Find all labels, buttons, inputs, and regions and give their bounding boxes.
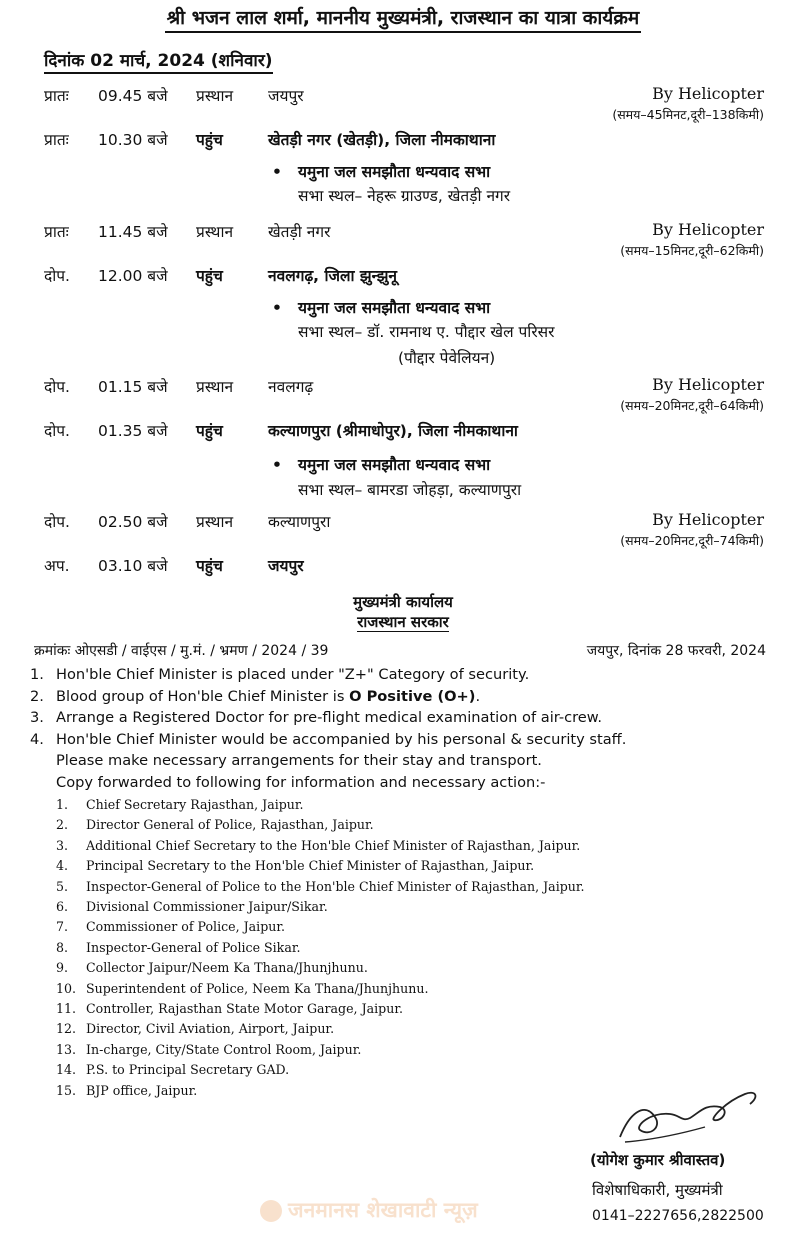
copy-item	[56, 856, 585, 876]
copy-number: 6.	[56, 899, 69, 915]
place: नवलगढ़	[268, 378, 314, 396]
note-text: Hon'ble Chief Minister is placed under "Z+" Category of security.	[56, 666, 530, 683]
copy-text: Director General of Police, Rajasthan, Jaipur.	[86, 817, 374, 833]
note-text	[56, 686, 480, 708]
note-number: 1.	[30, 666, 44, 683]
copy-number: 2.	[56, 817, 69, 833]
signatory-name: (योगेश कुमार श्रीवास्तव)	[590, 1151, 726, 1169]
venue: सभा स्थल– बामरडा जोहड़ा, कल्याणपुरा	[298, 481, 522, 499]
copy-number: 9.	[56, 960, 69, 976]
time: 02.50 बजे	[98, 513, 168, 531]
time: 11.45 बजे	[98, 223, 168, 241]
travel-meta: (समय–20मिनट,दूरी–64किमी)	[620, 398, 764, 413]
copy-item	[56, 795, 585, 815]
office-govt	[0, 612, 806, 632]
copy-item	[56, 1081, 585, 1101]
travel-meta: (समय–15मिनट,दूरी–62किमी)	[620, 243, 764, 258]
reference-date: जयपुर, दिनांक 28 फरवरी, 2024	[586, 643, 766, 659]
period: अप.	[44, 557, 70, 575]
action: प्रस्थान	[196, 87, 234, 105]
copy-number: 13.	[56, 1041, 77, 1057]
office-name: मुख्यमंत्री कार्यालय	[353, 593, 453, 611]
place: कल्याणपुरा	[268, 513, 331, 531]
itinerary-row	[0, 84, 806, 108]
bullet-icon: •	[272, 163, 282, 181]
copy-number: 12.	[56, 1021, 77, 1037]
copy-item	[56, 815, 585, 835]
watermark-logo-icon	[260, 1200, 282, 1222]
copy-text: BJP office, Jaipur.	[86, 1082, 198, 1098]
copy-item	[56, 938, 585, 958]
office-govt-text: राजस्थान सरकार	[357, 613, 449, 631]
venue: सभा स्थल– डॉ. रामनाथ ए. पौद्दार खेल परिसर	[298, 323, 555, 341]
note-item	[30, 686, 790, 708]
place: खेतड़ी नगर	[268, 223, 331, 241]
event-title: यमुना जल समझौता धन्यवाद सभा	[298, 299, 491, 317]
copy-text: P.S. to Principal Secretary GAD.	[86, 1062, 290, 1078]
event-title: यमुना जल समझौता धन्यवाद सभा	[298, 456, 491, 474]
period: दोप.	[44, 422, 70, 440]
event-line	[272, 160, 490, 182]
copy-item	[56, 958, 585, 978]
travel-meta: (समय–45मिनट,दूरी–138किमी)	[612, 107, 764, 122]
time: 01.15 बजे	[98, 378, 168, 396]
copy-number: 3.	[56, 837, 69, 853]
action: प्रस्थान	[196, 513, 234, 531]
copy-number: 1.	[56, 797, 69, 812]
travel-mode: By Helicopter	[652, 375, 764, 394]
copy-text: Controller, Rajasthan State Motor Garage, Jaipur.	[86, 1001, 403, 1017]
action: प्रस्थान	[196, 223, 234, 241]
period: दोप.	[44, 267, 70, 285]
note-text: Arrange a Registered Doctor for pre-flight medical examination of air-crew.	[56, 709, 603, 726]
itinerary-row	[0, 554, 806, 578]
place: जयपुर	[268, 87, 304, 105]
blood-group: O Positive (O+)	[349, 687, 476, 705]
travel-meta: (समय–20मिनट,दूरी–74किमी)	[620, 533, 764, 548]
action: पहुंच	[196, 422, 223, 440]
copy-number: 11.	[56, 1001, 77, 1017]
action: पहुंच	[196, 267, 223, 285]
copy-text: Inspector-General of Police Sikar.	[86, 939, 301, 955]
period: दोप.	[44, 378, 70, 396]
copy-text: Collector Jaipur/Neem Ka Thana/Jhunjhunu.	[86, 960, 368, 976]
copy-number: 14.	[56, 1062, 77, 1078]
copy-text: Divisional Commissioner Jaipur/Sikar.	[86, 899, 328, 915]
bullet-icon: •	[272, 456, 282, 474]
signatory-phone: 0141–2227656,2822500	[592, 1208, 764, 1224]
place: कल्याणपुरा (श्रीमाधोपुर), जिला नीमकाथाना	[268, 422, 518, 440]
itinerary-row	[0, 220, 806, 244]
copy-number: 8.	[56, 939, 69, 955]
notes-list	[30, 664, 790, 793]
note-number: 4.	[30, 730, 44, 748]
note-number: 3.	[30, 709, 44, 726]
page-title	[0, 4, 806, 30]
note-item	[30, 707, 790, 729]
event-line	[272, 453, 490, 475]
page-title-text: श्री भजन लाल शर्मा, माननीय मुख्यमंत्री, राजस्थान का यात्रा कार्यक्रम	[165, 7, 642, 33]
action: पहुंच	[196, 131, 223, 149]
place: जयपुर	[268, 557, 304, 575]
note-text-start: Blood group of Hon'ble Chief Minister is	[56, 687, 350, 705]
watermark-text: जनमानस शेखावाटी न्यूज़	[288, 1198, 478, 1222]
itinerary-row	[0, 419, 806, 443]
travel-mode: By Helicopter	[652, 220, 764, 239]
copy-text: Principal Secretary to the Hon'ble Chief Minister of Rajasthan, Jaipur.	[86, 858, 535, 874]
venue: सभा स्थल– नेहरू ग्राउण्ड, खेतड़ी नगर	[298, 187, 511, 205]
copy-item	[56, 877, 585, 897]
itinerary-row	[0, 264, 806, 288]
place: नवलगढ़, जिला झुन्झुनू	[268, 267, 398, 285]
action: प्रस्थान	[196, 378, 234, 396]
copy-number: 5.	[56, 878, 69, 894]
action: पहुंच	[196, 557, 223, 575]
copy-number: 7.	[56, 919, 69, 935]
event-title: यमुना जल समझौता धन्यवाद सभा	[298, 163, 491, 181]
copy-item	[56, 1019, 585, 1039]
copy-item	[56, 1040, 585, 1060]
period: प्रातः	[44, 87, 69, 105]
bullet-icon: •	[272, 299, 282, 317]
period: प्रातः	[44, 223, 69, 241]
event-line	[272, 296, 490, 318]
copy-list	[56, 795, 585, 1101]
copy-text: Commissioner of Police, Jaipur.	[86, 919, 286, 935]
copy-number: 15.	[56, 1082, 77, 1098]
copy-heading: Copy forwarded to following for information and necessary action:-	[56, 773, 546, 791]
travel-mode: By Helicopter	[652, 84, 764, 103]
place: खेतड़ी नगर (खेतड़ी), जिला नीमकाथाना	[268, 131, 496, 149]
watermark	[260, 1196, 478, 1224]
copy-text: Director, Civil Aviation, Airport, Jaipur.	[86, 1021, 335, 1037]
note-number: 2.	[30, 687, 44, 705]
reference-number: क्रमांकः ओएसडी / वाईएस / मु.मं. / भ्रमण / 2024 / 39	[34, 643, 329, 659]
itinerary-row	[0, 128, 806, 152]
note-text: Hon'ble Chief Minister would be accompanied by his personal & security staff.	[56, 730, 627, 748]
note-text-end: .	[475, 687, 481, 705]
copy-item	[56, 999, 585, 1019]
copy-item	[56, 917, 585, 937]
note-item	[30, 664, 790, 686]
copy-number: 4.	[56, 858, 69, 874]
period: प्रातः	[44, 131, 69, 149]
copy-item	[56, 979, 585, 999]
period: दोप.	[44, 513, 70, 531]
copy-number: 10.	[56, 980, 77, 996]
copy-text: Additional Chief Secretary to the Hon'ble Chief Minister of Rajasthan, Jaipur.	[86, 837, 581, 853]
itinerary-row	[0, 375, 806, 399]
handwritten-signature	[610, 1082, 770, 1152]
time: 10.30 बजे	[98, 131, 168, 149]
venue-note: (पौद्दार पेवेलियन)	[398, 349, 496, 367]
copy-text: Inspector-General of Police to the Hon'ble Chief Minister of Rajasthan, Jaipur.	[86, 878, 585, 894]
time: 03.10 बजे	[98, 557, 168, 575]
time: 01.35 बजे	[98, 422, 168, 440]
travel-mode: By Helicopter	[652, 510, 764, 529]
time: 09.45 बजे	[98, 87, 168, 105]
copy-item	[56, 1060, 585, 1080]
note-item	[30, 729, 790, 751]
time: 12.00 बजे	[98, 267, 168, 285]
signatory-designation: विशेषाधिकारी, मुख्यमंत्री	[592, 1181, 723, 1199]
schedule-date: दिनांक 02 मार्च, 2024 (शनिवार)	[44, 48, 273, 74]
copy-text: Superintendent of Police, Neem Ka Thana/Jhunjhunu.	[86, 980, 429, 996]
copy-item	[56, 836, 585, 856]
copy-item	[56, 897, 585, 917]
copy-text: Chief Secretary Rajasthan, Jaipur.	[86, 797, 304, 812]
note-continuation: Please make necessary arrangements for their stay and transport.	[56, 752, 542, 769]
itinerary-row	[0, 510, 806, 534]
copy-text: In-charge, City/State Control Room, Jaipur.	[86, 1041, 362, 1057]
